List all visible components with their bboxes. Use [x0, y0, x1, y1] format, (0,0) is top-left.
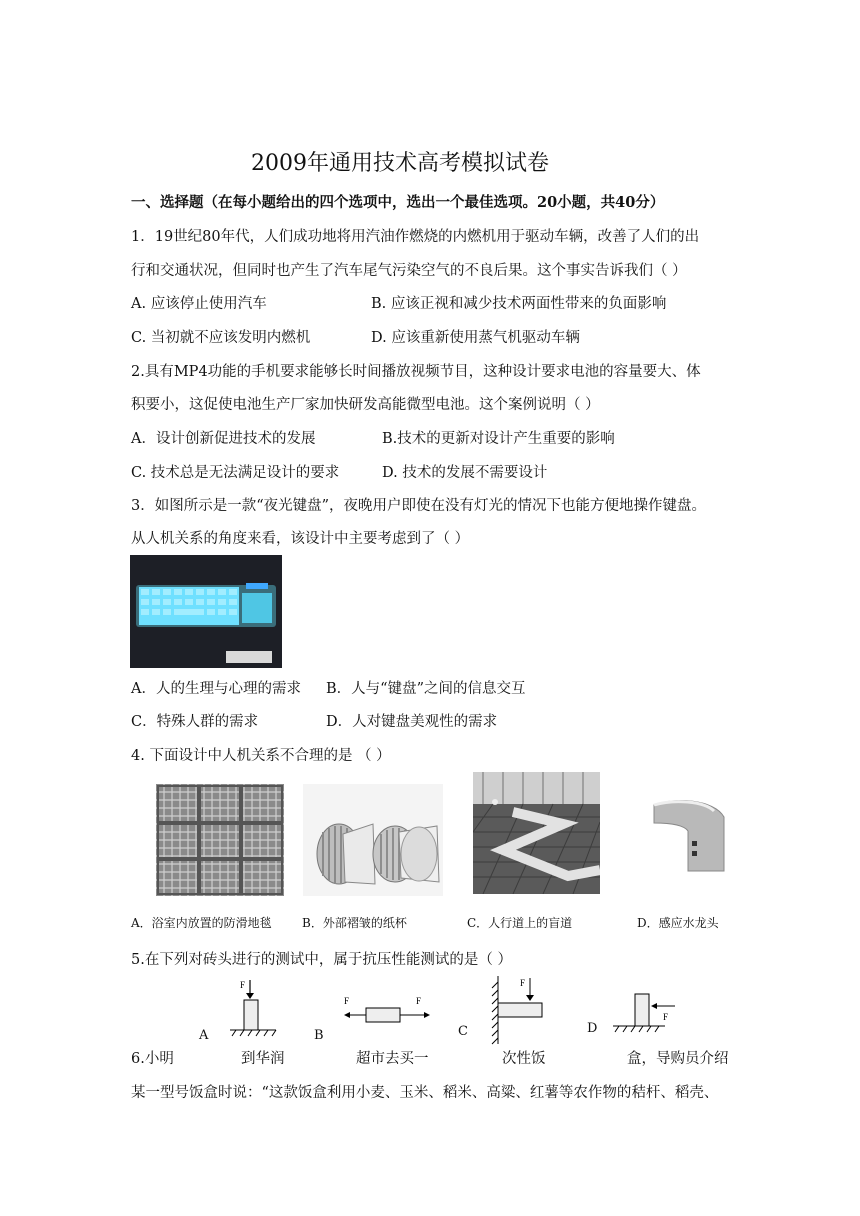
q4-caption-c: C．人行道上的盲道: [467, 916, 573, 930]
q2-stem-line2: 积要小，这促使电池生产厂家加快研发高能微型电池。这个案例说明（ ）: [131, 397, 600, 413]
tactile-paving-photo: [473, 772, 600, 894]
q5-label-b: B: [314, 1028, 324, 1043]
q2-stem-line1: 2.具有MP4功能的手机要求能够长时间播放视频节目，这种设计要求电池的容量要大、体: [131, 364, 701, 380]
test-diagram-a: [226, 978, 280, 1038]
q4-caption-d: D．感应水龙头: [637, 916, 719, 930]
keyboard-photo: [130, 555, 282, 668]
q5-stem: 5.在下列对砖头进行的测试中，属于抗压性能测试的是（ ）: [131, 952, 512, 968]
q6-stem-line2: 某一型号饭盒时说：“这款饭盒利用小麦、玉米、稻米、高粱、红薯等农作物的秸杆、稻壳、: [131, 1085, 719, 1101]
section-heading: 一、选择题（在每小题给出的四个选项中，选出一个最佳选项。20小题，共40分）: [131, 194, 665, 211]
q3-option-c: C．特殊人群的需求: [131, 714, 259, 730]
q3-stem-line2: 从人机关系的角度来看，该设计中主要考虑到了（ ）: [131, 531, 470, 547]
q6-part-4: 次性饭: [502, 1051, 546, 1067]
page-title: 2009年通用技术高考模拟试卷: [251, 151, 549, 176]
q6-part-5: 盒，导购员介绍: [627, 1051, 729, 1067]
q5-label-a: A: [199, 1028, 209, 1043]
paper-cups-photo: [303, 784, 443, 896]
q5-label-c: C: [458, 1024, 468, 1039]
test-diagram-d: [605, 990, 685, 1036]
sensor-faucet-photo: [644, 797, 730, 875]
q6-part-1: 6.小明: [131, 1051, 174, 1067]
q2-option-d: D. 技术的发展不需要设计: [382, 465, 548, 481]
q4-caption-b: B．外部褶皱的纸杯: [302, 916, 407, 930]
q1-option-b: B. 应该正视和减少技术两面性带来的负面影响: [371, 296, 667, 312]
q3-option-b: B．人与“键盘”之间的信息交互: [326, 681, 526, 697]
q2-option-a: A．设计创新促进技术的发展: [131, 431, 316, 447]
q3-stem-line1: 3．如图所示是一款“夜光键盘”，夜晚用户即使在没有灯光的情况下也能方便地操作键盘。: [131, 498, 707, 514]
q1-stem-line1: 1．19世纪80年代，人们成功地将用汽油作燃烧的内燃机用于驱动车辆，改善了人们的出: [131, 229, 700, 245]
force-label-c: F: [520, 978, 526, 988]
q6-part-3: 超市去买一: [356, 1051, 429, 1067]
q5-label-d: D: [587, 1021, 598, 1036]
q1-option-c: C. 当初就不应该发明内燃机: [131, 330, 311, 346]
antislip-mat-photo: [156, 784, 284, 896]
force-label-b-left: F: [344, 996, 350, 1006]
force-label-a: F: [240, 980, 246, 990]
force-label-b-right: F: [416, 996, 422, 1006]
q3-option-a: A．人的生理与心理的需求: [131, 681, 301, 697]
test-diagram-b: [340, 993, 436, 1029]
q2-option-b: B.技术的更新对设计产生重要的影响: [382, 431, 615, 447]
q1-option-a: A. 应该停止使用汽车: [131, 296, 267, 312]
q4-caption-a: A．浴室内放置的防滑地毯: [131, 916, 272, 930]
force-label-d: F: [663, 1012, 669, 1022]
q1-option-d: D. 应该重新使用蒸气机驱动车辆: [371, 330, 580, 346]
test-diagram-c: [488, 976, 548, 1046]
q1-stem-line2: 行和交通状况，但同时也产生了汽车尾气污染空气的不良后果。这个事实告诉我们（ ）: [131, 263, 687, 279]
q6-part-2: 到华润: [241, 1051, 285, 1067]
q4-stem: 4. 下面设计中人机关系不合理的是 （ ）: [131, 748, 391, 764]
q2-option-c: C. 技术总是无法满足设计的要求: [131, 465, 340, 481]
q3-option-d: D．人对键盘美观性的需求: [326, 714, 498, 730]
